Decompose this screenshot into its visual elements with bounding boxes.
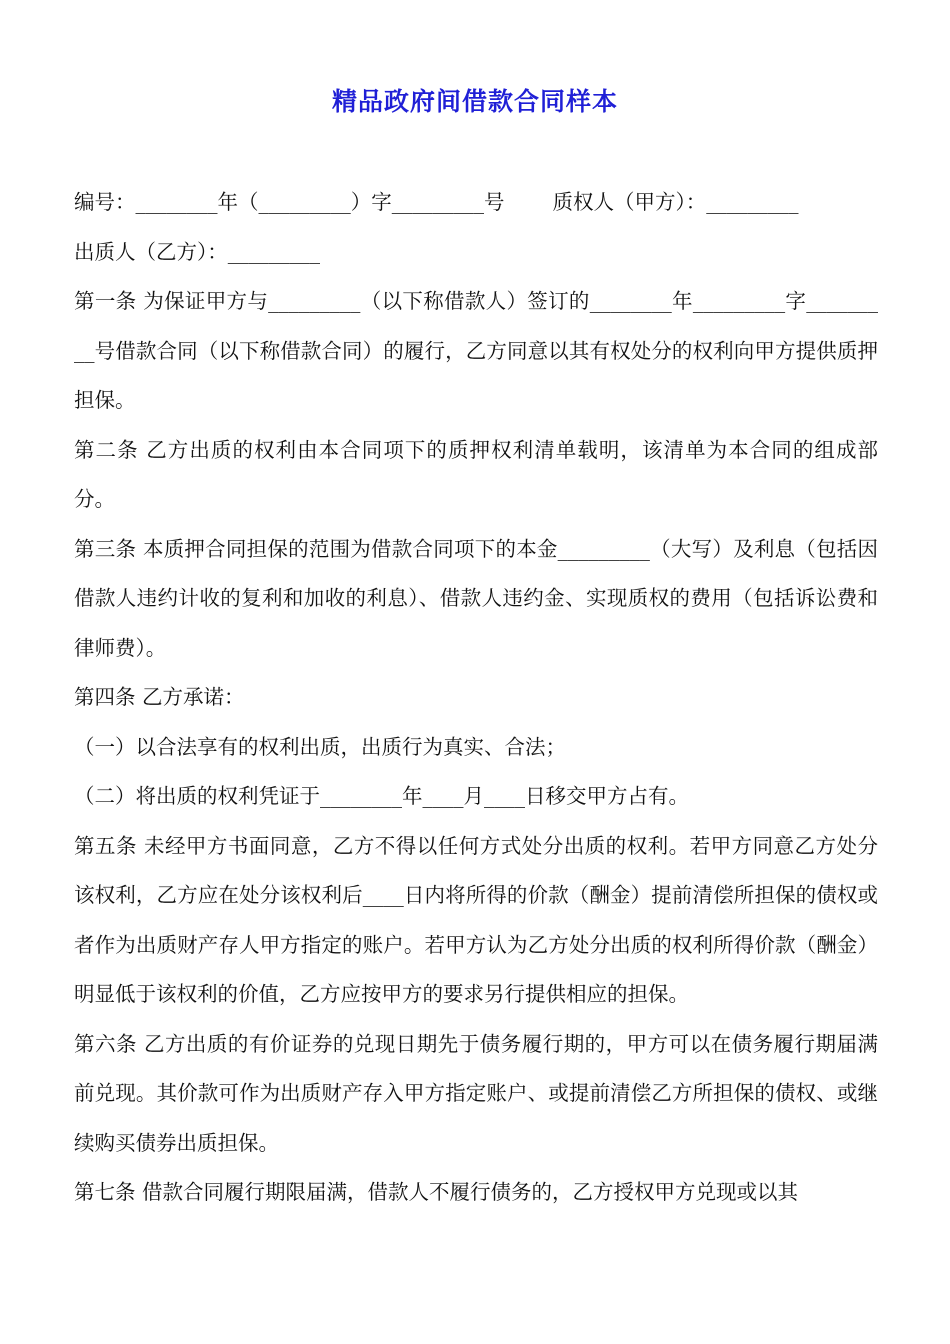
pledgor-line: 出质人（乙方）：_________ [74, 239, 320, 264]
contract-number-field: 编号：________年（_________）字_________号 [74, 190, 505, 214]
article-5: 第五条 未经甲方书面同意，乙方不得以任何方式处分出质的权利。若甲方同意乙方处分该权利，乙方应在处分该权利后____日内将所得的价款（酬金）提前清偿所担保的债权或者作为出质财产存人甲方指定的账户。若甲方认为乙方处分出质的权利所得价款（酬金）明显低于该权利的价值，乙方应按甲方的要求另行提供相应的担保。 [74, 833, 878, 1006]
article-1: 第一条 为保证甲方与_________（以下称借款人）签订的________年_________字_________号借款合同（以下称借款合同）的履行，乙方同意以其有权处分的权利向甲方提供质押担保。 [74, 289, 878, 412]
article-3: 第三条 本质押合同担保的范围为借款合同项下的本金_________（大写）及利息（包括因借款人违约计收的复利和加收的利息）、借款人违约金、实现质权的费用（包括诉讼费和律师费）。 [74, 536, 878, 660]
pledgee-field: 质权人（甲方）：_________ [552, 190, 799, 214]
article-6: 第六条 乙方出质的有价证券的兑现日期先于债务履行期的，甲方可以在债务履行期届满前兑现。其价款可作为出质财产存入甲方指定账户、或提前清偿乙方所担保的债权、或继续购买债券出质担保。 [74, 1031, 878, 1155]
article-4-item-2: （二）将出质的权利凭证于________年____月____日移交甲方占有。 [74, 784, 689, 808]
article-4-item-1: （一）以合法享有的权利出质，出质行为真实、合法； [74, 734, 566, 759]
article-2: 第二条 乙方出质的权利由本合同项下的质押权利清单载明，该清单为本合同的组成部分。 [74, 437, 878, 511]
article-4: 第四条 乙方承诺： [74, 685, 245, 709]
document-body [74, 178, 878, 1218]
article-7: 第七条 借款合同履行期限届满，借款人不履行债务的，乙方授权甲方兑现或以其 [74, 1180, 799, 1204]
document-title: 精品政府间借款合同样本 [331, 87, 618, 116]
contract-number-line [74, 178, 878, 228]
